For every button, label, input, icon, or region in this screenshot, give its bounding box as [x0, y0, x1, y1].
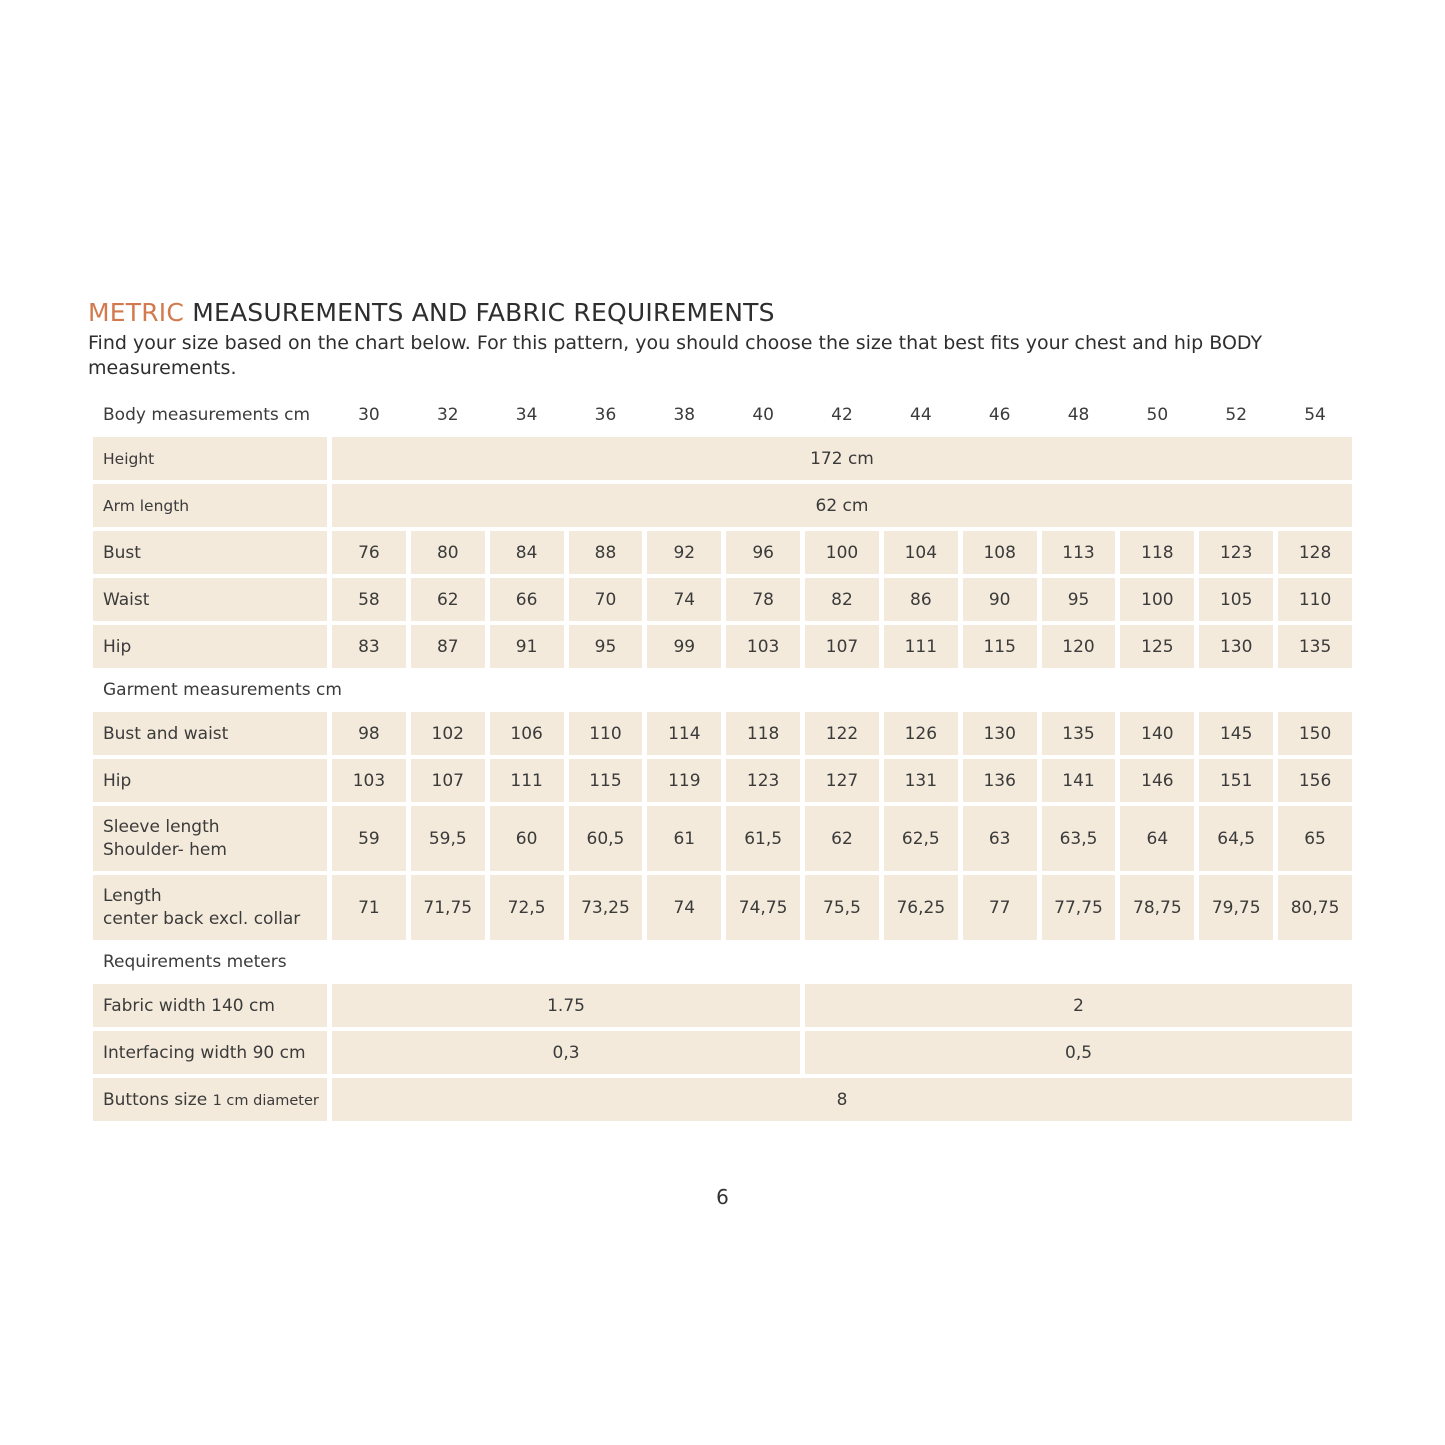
size-header-cell: 40 [752, 405, 774, 425]
value-cell: 71 [332, 875, 406, 940]
value-cell: 90 [963, 578, 1037, 621]
size-header-cell: 32 [436, 405, 459, 425]
size-header-cell: 36 [594, 405, 617, 425]
value-cell: 64,5 [1199, 806, 1273, 871]
row-label: Waist [93, 578, 327, 621]
row-label-line1: Length [103, 885, 162, 906]
value-cell: 131 [884, 759, 958, 802]
value-cell: 80,75 [1278, 875, 1352, 940]
value-cell: 99 [647, 625, 721, 668]
value-cell: 136 [963, 759, 1037, 802]
value-cell: 82 [805, 578, 879, 621]
value-cell: 86 [884, 578, 958, 621]
value-cell: 127 [805, 759, 879, 802]
value-cell-sizes-42-54: 0,5 [805, 1031, 1352, 1074]
value-cell: 103 [332, 759, 406, 802]
section-title-requirements: Requirements meters [103, 952, 287, 972]
row-label: Bust and waist [93, 712, 327, 755]
table-row [93, 1031, 1352, 1074]
value-cell-sizes-30-40: 1.75 [332, 984, 800, 1027]
value-cell: 100 [1120, 578, 1194, 621]
intro-text: Find your size based on the chart below. For this pattern, you should choose the size that best fits your chest and hip BODY measurements. [88, 332, 1263, 379]
value-cell: 84 [490, 531, 564, 574]
value-cell: 92 [647, 531, 721, 574]
value-cell: 79,75 [1199, 875, 1273, 940]
section-title-body: Body measurements cm [103, 405, 311, 425]
value-cell: 78 [726, 578, 800, 621]
value-cell: 83 [332, 625, 406, 668]
row-label: Fabric width 140 cm [93, 984, 327, 1027]
value-cell: 87 [411, 625, 485, 668]
value-cell: 61,5 [726, 806, 800, 871]
title-accent: METRIC [88, 298, 185, 327]
table-row [93, 712, 1352, 755]
size-header-cell: 42 [831, 405, 853, 425]
value-cell: 120 [1042, 625, 1116, 668]
value-cell: 102 [411, 712, 485, 755]
value-cell-sizes-30-40: 0,3 [332, 1031, 800, 1074]
value-cell: 126 [884, 712, 958, 755]
row-label: Arm length [93, 484, 327, 527]
value-cell: 108 [963, 531, 1037, 574]
value-cell: 113 [1042, 531, 1116, 574]
value-cell: 111 [490, 759, 564, 802]
value-cell: 65 [1278, 806, 1352, 871]
size-header-cell: 34 [515, 405, 538, 425]
row-label-line2: Shoulder- hem [103, 839, 227, 860]
value-cell: 73,25 [569, 875, 643, 940]
section-header-row [93, 672, 1352, 708]
value-cell: 78,75 [1120, 875, 1194, 940]
value-cell: 62,5 [884, 806, 958, 871]
value-cell: 103 [726, 625, 800, 668]
value-cell: 70 [569, 578, 643, 621]
table-row [93, 484, 1352, 527]
size-header-row [93, 397, 1352, 433]
value-cell: 74 [647, 875, 721, 940]
size-header-cell: 54 [1304, 405, 1326, 425]
value-cell: 76,25 [884, 875, 958, 940]
value-cell: 110 [1278, 578, 1352, 621]
value-cell: 135 [1278, 625, 1352, 668]
value-cell: 62 [411, 578, 485, 621]
value-cell: 95 [1042, 578, 1116, 621]
value-cell: 107 [805, 625, 879, 668]
row-label-unit: 1 cm diameter [212, 1092, 319, 1109]
row-label: Height [93, 437, 327, 480]
value-cell: 96 [726, 531, 800, 574]
row-label: Hip [93, 759, 327, 802]
value-cell: 119 [647, 759, 721, 802]
section-header-row [93, 944, 1352, 980]
value-cell: 107 [411, 759, 485, 802]
value-cell: 71,75 [411, 875, 485, 940]
row-label [93, 1078, 327, 1121]
page-title [88, 298, 775, 327]
table-row [93, 625, 1352, 668]
table-row [93, 806, 1352, 871]
row-label [93, 875, 327, 940]
value-cell: 76 [332, 531, 406, 574]
size-chart-table [88, 393, 1357, 1125]
value-cell: 110 [569, 712, 643, 755]
row-label: Interfacing width 90 cm [93, 1031, 327, 1074]
row-label [93, 806, 327, 871]
value-cell: 123 [726, 759, 800, 802]
value-cell: 80 [411, 531, 485, 574]
value-cell: 111 [884, 625, 958, 668]
value-cell: 145 [1199, 712, 1273, 755]
value-cell: 61 [647, 806, 721, 871]
page-number: 6 [716, 1185, 729, 1209]
size-header-cell: 50 [1146, 405, 1169, 425]
value-cell: 125 [1120, 625, 1194, 668]
value-cell: 58 [332, 578, 406, 621]
value-cell: 115 [963, 625, 1037, 668]
row-label: Bust [93, 531, 327, 574]
value-cell: 150 [1278, 712, 1352, 755]
value-cell: 130 [963, 712, 1037, 755]
value-cell: 59 [332, 806, 406, 871]
value-cell: 104 [884, 531, 958, 574]
size-header-cell: 38 [673, 405, 696, 425]
size-header-cell: 30 [358, 405, 380, 425]
value-cell: 146 [1120, 759, 1194, 802]
table-row [93, 1078, 1352, 1121]
value-cell: 74,75 [726, 875, 800, 940]
size-header-cell: 46 [988, 405, 1011, 425]
value-cell: 59,5 [411, 806, 485, 871]
value-cell: 98 [332, 712, 406, 755]
value-cell: 156 [1278, 759, 1352, 802]
value-cell: 88 [569, 531, 643, 574]
value-cell: 66 [490, 578, 564, 621]
table-row [93, 759, 1352, 802]
value-cell: 63,5 [1042, 806, 1116, 871]
title-rest: MEASUREMENTS AND FABRIC REQUIREMENTS [184, 298, 775, 327]
value-cell: 74 [647, 578, 721, 621]
value-cell-all-sizes: 172 cm [332, 437, 1352, 480]
value-cell: 91 [490, 625, 564, 668]
value-cell-all-sizes: 8 [332, 1078, 1352, 1121]
size-header-cell: 44 [910, 405, 932, 425]
table-row [93, 984, 1352, 1027]
value-cell: 114 [647, 712, 721, 755]
row-label-text: Buttons size [103, 1089, 208, 1110]
row-label: Hip [93, 625, 327, 668]
value-cell-sizes-42-54: 2 [805, 984, 1352, 1027]
value-cell: 60,5 [569, 806, 643, 871]
value-cell: 141 [1042, 759, 1116, 802]
value-cell-all-sizes: 62 cm [332, 484, 1352, 527]
value-cell: 72,5 [490, 875, 564, 940]
value-cell: 100 [805, 531, 879, 574]
section-title-garment: Garment measurements cm [103, 680, 342, 700]
value-cell: 63 [963, 806, 1037, 871]
table-row [93, 437, 1352, 480]
value-cell: 64 [1120, 806, 1194, 871]
value-cell: 135 [1042, 712, 1116, 755]
value-cell: 118 [1120, 531, 1194, 574]
row-label-line1: Sleeve length [103, 816, 220, 837]
value-cell: 123 [1199, 531, 1273, 574]
value-cell: 115 [569, 759, 643, 802]
value-cell: 95 [569, 625, 643, 668]
value-cell: 130 [1199, 625, 1273, 668]
value-cell: 77 [963, 875, 1037, 940]
value-cell: 128 [1278, 531, 1352, 574]
value-cell: 77,75 [1042, 875, 1116, 940]
value-cell: 122 [805, 712, 879, 755]
value-cell: 75,5 [805, 875, 879, 940]
value-cell: 60 [490, 806, 564, 871]
value-cell: 151 [1199, 759, 1273, 802]
row-label-line2: center back excl. collar [103, 908, 301, 929]
table-row [93, 578, 1352, 621]
value-cell: 105 [1199, 578, 1273, 621]
size-header-cell: 52 [1225, 405, 1248, 425]
value-cell: 62 [805, 806, 879, 871]
table-row [93, 875, 1352, 940]
value-cell: 106 [490, 712, 564, 755]
value-cell: 118 [726, 712, 800, 755]
value-cell: 140 [1120, 712, 1194, 755]
size-header-cell: 48 [1067, 405, 1090, 425]
table-row [93, 531, 1352, 574]
